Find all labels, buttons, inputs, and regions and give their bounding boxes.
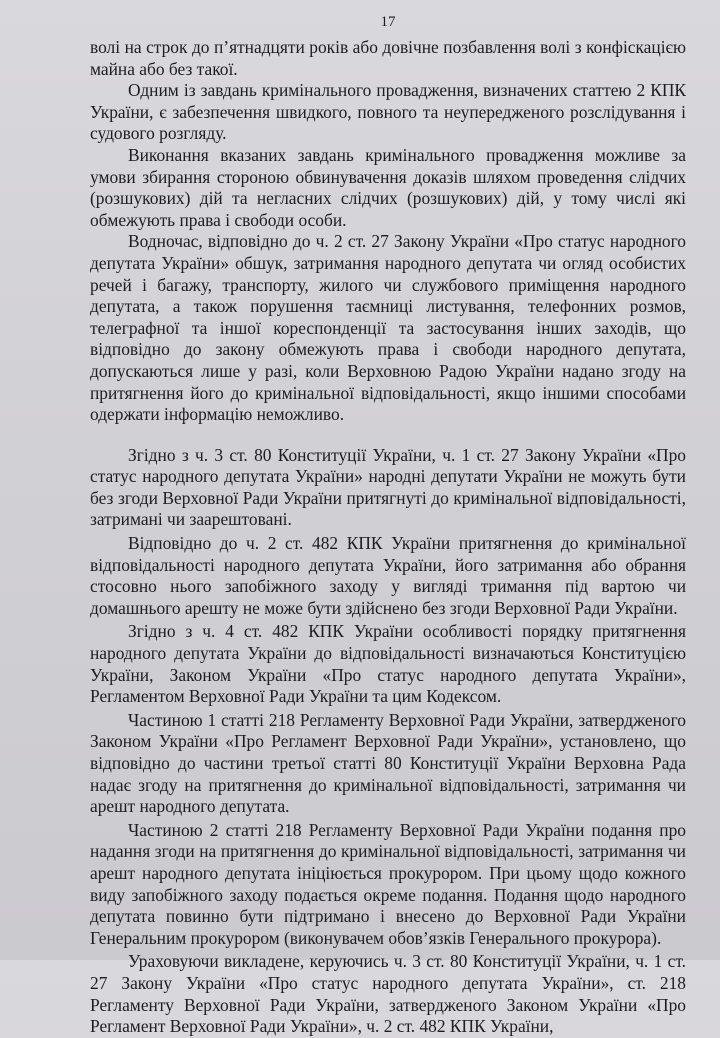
document-body xyxy=(90,37,686,1038)
page-number: 17 xyxy=(380,14,396,30)
paragraph-10: Ураховуючи викладене, керуючись ч. 3 ст. 80 Конституції України, ч. 1 ст. 27 Закону України «Про статус народного депутата України», ст. 218 Регламенту Верховної Ради України, затвердженого Законом України «Про Регламент Верховної Ради України», ч. 2 ст. 482 КПК України, xyxy=(90,951,686,1037)
paragraph-6: Відповідно до ч. 2 ст. 482 КПК України притягнення до кримінальної відповідальності народного депутата України, його затримання або обрання стосовно нього запобіжного заходу у вигляді тримання під вартою чи домашнього арешту не може бути здійснено без згоди Верховної Ради України. xyxy=(90,533,686,618)
paragraph-4: Водночас, відповідно до ч. 2 ст. 27 Закону України «Про статус народного депутата України» обшук, затримання народного депутата чи огляд особистих речей і багажу, транспорту, жилого чи службового приміщення народного депутата, а також порушення таємниці листування, телефонних розмов, телеграфної та іншої кореспонденції та застосування інших заходів, що відповідно до закону обмежують права і свободи народного депутата, допускаються лише у разі, коли Верховною Радою України надано згоду на притягнення його до кримінальної відповідальності, якщо іншими способами одержати інформацію неможливо. xyxy=(90,231,686,425)
paragraph-3: Виконання вказаних завдань кримінального провадження можливе за умови збирання стороною обвинувачення доказів шляхом проведення слідчих (розшукових) дій та негласних слідчих (розшукових) дій, у тому числі які обмежують права і свободи особи. xyxy=(90,144,686,230)
paragraph-9: Частиною 2 статті 218 Регламенту Верховної Ради України подання про надання згоди на притягнення до кримінальної відповідальності, затримання чи арешт народного депутата ініціюється прокурором. При цьому щодо кожного виду запобіжного заходу подається окреме подання. Подання щодо народного депутата повинно бути підтримано і внесено до Верховної Ради України Генеральним прокурором (виконувачем обов’язків Генерального прокурора). xyxy=(90,819,686,948)
paragraph-7: Згідно з ч. 4 ст. 482 КПК України особливості порядку притягнення народного депутата України до відповідальності визначаються Конституцією України, Законом України «Про статус народного депутата України», Регламентом Верховної Ради України та цим Кодексом. xyxy=(90,621,686,707)
paragraph-1: волі на строк до п’ятнадцяти років або довічне позбавлення волі з конфіскацією майна або без такої. xyxy=(90,37,686,79)
paragraph-8: Частиною 1 статті 218 Регламенту Верховної Ради України, затвердженого Законом України «Про Регламент Верховної Ради України», установлено, що відповідно до частини третьої статті 80 Конституції України Верховна Рада надає згоду на притягнення до кримінальної відповідальності, затримання чи арешт народного депутата. xyxy=(90,709,686,817)
paragraph-2: Одним із завдань кримінального провадження, визначених статтею 2 КПК України, є забезпечення швидкого, повного та неупередженого розслідування і судового розгляду. xyxy=(90,80,686,144)
paragraph-5: Згідно з ч. 3 ст. 80 Конституції України, ч. 1 ст. 27 Закону України «Про статус народного депутата України» народні депутати України не можуть бути без згоди Верховної Ради України притягнуті до кримінальної відповідальності, затримані чи заарештовані. xyxy=(90,444,686,530)
